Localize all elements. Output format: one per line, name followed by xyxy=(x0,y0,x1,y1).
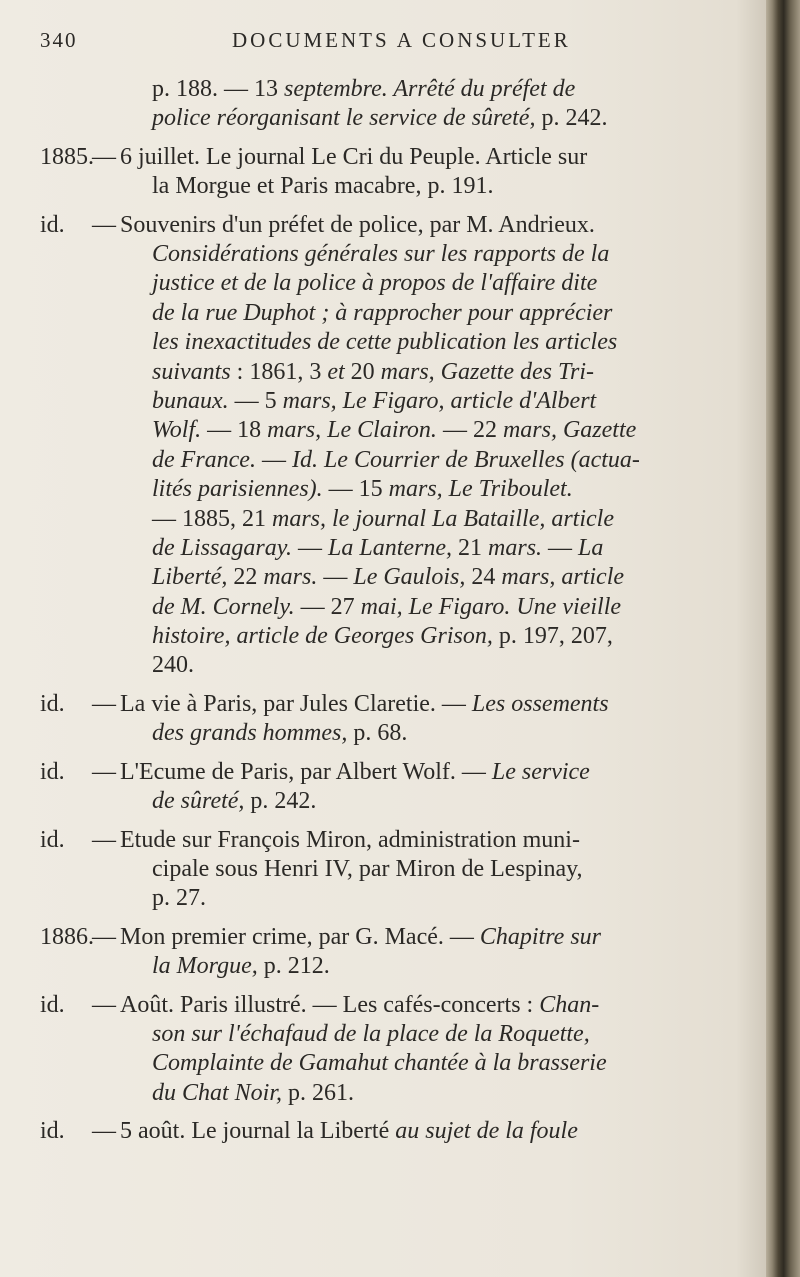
entry-year: id. xyxy=(40,826,65,853)
entry-dash: — xyxy=(92,143,116,170)
italic-text: mai, Le Figaro. Une vieille xyxy=(360,593,622,620)
italic-text: de M. Cornely. xyxy=(152,593,295,620)
italic-text: bunaux. xyxy=(152,387,229,414)
italic-text: justice et de la police à propos de l'affaire dite xyxy=(152,270,598,297)
roman-text: p. 188. — 13 xyxy=(152,76,284,102)
text-line xyxy=(120,358,760,387)
italic-text: suivants xyxy=(152,358,231,385)
italic-text: Les ossements xyxy=(471,691,609,717)
text-line xyxy=(120,593,760,622)
text-line xyxy=(120,952,760,981)
roman-text: — xyxy=(292,534,329,561)
italic-text: de Lissagaray. xyxy=(152,534,293,561)
roman-text: L'Ecume de Paris, par Albert Wolf. — xyxy=(120,758,492,785)
italic-text: de sûreté, xyxy=(152,788,245,815)
roman-text: 240. xyxy=(152,652,194,679)
text-line xyxy=(120,563,760,592)
text-line xyxy=(120,172,760,201)
entry-dash: — xyxy=(92,1118,116,1145)
entry-year: id. xyxy=(40,758,65,785)
entry-dash: — xyxy=(92,211,116,238)
italic-text: Chapitre sur xyxy=(479,923,601,950)
roman-text: p. 68. xyxy=(347,720,408,747)
roman-text: 20 xyxy=(344,358,381,385)
roman-text: : 1861, 3 xyxy=(230,358,328,385)
roman-text: p. 27. xyxy=(152,885,206,912)
italic-text: police réorganisant le service de sûreté, xyxy=(152,105,536,132)
roman-text: 5 août. Le journal la Liberté xyxy=(120,1118,396,1145)
text-line xyxy=(120,884,760,913)
roman-text: p. 197, 207, xyxy=(492,623,613,650)
roman-text: — 27 xyxy=(294,593,361,620)
roman-text: p. 261. xyxy=(282,1079,355,1106)
italic-text: Wolf. xyxy=(152,417,202,444)
roman-text: p. 242. xyxy=(535,105,608,132)
text-line xyxy=(120,299,760,328)
text-line xyxy=(120,651,760,680)
italic-text: Considérations générales sur les rapports de la xyxy=(152,240,610,267)
italic-text: au sujet de la foule xyxy=(395,1118,578,1145)
entry-text xyxy=(120,826,760,914)
roman-text: — xyxy=(255,446,292,473)
entry-dash: — xyxy=(92,826,116,853)
italic-text: les inexactitudes de cette publication les articles xyxy=(152,329,618,356)
italic-text: histoire, article de Georges Grison, xyxy=(152,623,493,650)
text-line xyxy=(120,826,760,855)
running-title: DOCUMENTS A CONSULTER xyxy=(232,28,571,52)
entry-dash: — xyxy=(92,923,116,950)
italic-text: du Chat Noir, xyxy=(152,1079,283,1106)
entry-text xyxy=(120,991,760,1109)
roman-text: — 5 xyxy=(228,387,283,414)
roman-text: 22 xyxy=(227,564,264,591)
roman-text: La vie à Paris, par Jules Claretie. — xyxy=(120,691,472,717)
text-line xyxy=(120,923,760,952)
entry-dash: — xyxy=(92,758,116,785)
italic-text: son sur l'échafaud de la place de la Roquette, xyxy=(152,1020,590,1047)
text-line xyxy=(120,143,760,172)
page-edge xyxy=(766,0,800,1277)
italic-text: Complainte de Gamahut chantée à la brasserie xyxy=(152,1050,607,1077)
roman-text: — 22 xyxy=(436,417,503,444)
entry-text xyxy=(120,143,760,202)
entry-text xyxy=(120,211,760,681)
roman-text: Mon premier crime, par G. Macé. — xyxy=(120,923,480,950)
italic-text: et xyxy=(327,358,345,385)
roman-text: 21 xyxy=(452,534,489,561)
italic-text: mars, Le Figaro, article d'Albert xyxy=(282,387,597,414)
entry-year: 1885. xyxy=(40,143,94,170)
text-line xyxy=(120,446,760,475)
italic-text: mars, Gazette xyxy=(502,417,637,444)
entry-year: id. xyxy=(40,211,65,238)
italic-text: lités parisiennes). xyxy=(152,476,323,503)
entry-text xyxy=(120,923,760,982)
roman-text: Août. Paris illustré. — Les cafés-concerts : xyxy=(120,991,540,1018)
entry-year: id. xyxy=(40,691,65,717)
entry-text xyxy=(120,690,760,749)
roman-text: 24 xyxy=(465,564,502,591)
roman-text: Souvenirs d'un préfet de police, par M. Andrieux. xyxy=(120,211,595,238)
italic-text: mars, Le Clairon. xyxy=(267,417,437,444)
italic-text: de la rue Duphot ; à rapprocher pour apprécier xyxy=(152,299,613,326)
text-line xyxy=(120,240,760,269)
roman-text: 6 juillet. Le journal Le Cri du Peuple. Article sur xyxy=(120,143,588,170)
text-line xyxy=(120,991,760,1020)
entry-year: 1886. xyxy=(40,923,94,950)
entry-dash: — xyxy=(92,691,116,717)
text-line xyxy=(120,211,760,240)
text-line xyxy=(120,1079,760,1108)
entry-dash: — xyxy=(92,991,116,1018)
text-line xyxy=(120,1020,760,1049)
text-line xyxy=(120,328,760,357)
text-line xyxy=(120,690,760,719)
roman-text: Etude sur François Miron, administration muni- xyxy=(120,826,580,853)
italic-text: mars, Le Triboulet. xyxy=(388,476,573,503)
text-line xyxy=(120,758,760,787)
italic-text: Le service xyxy=(491,758,590,785)
roman-text: cipale sous Henri IV, par Miron de Lespinay, xyxy=(152,855,583,882)
text-line xyxy=(120,787,760,816)
roman-text: p. 212. xyxy=(257,953,330,980)
italic-text: mars, article xyxy=(501,564,625,591)
text-line xyxy=(120,719,760,748)
text-line xyxy=(120,505,760,534)
roman-text: p. 242. xyxy=(244,788,317,815)
page-number: 340 xyxy=(40,28,78,52)
italic-text: mars, le journal La Bataille, article xyxy=(272,505,614,532)
text-line xyxy=(120,416,760,445)
entry-year: id. xyxy=(40,991,65,1018)
text-line xyxy=(120,534,760,563)
roman-text: — xyxy=(542,534,579,561)
text-line xyxy=(120,622,760,651)
italic-text: Liberté, xyxy=(152,564,228,591)
italic-text: Le Gaulois, xyxy=(353,564,466,591)
text-line xyxy=(120,1049,760,1078)
italic-text: mars. xyxy=(263,564,318,591)
roman-text: la Morgue et Paris macabre, p. 191. xyxy=(152,173,494,200)
italic-text: Id. Le Courrier de Bruxelles (actua- xyxy=(291,446,640,473)
text-line xyxy=(120,387,760,416)
italic-text: la Morgue, xyxy=(152,953,258,980)
text-line xyxy=(120,1117,760,1146)
entry-text xyxy=(120,75,760,134)
text-line xyxy=(120,269,760,298)
roman-text: — 15 xyxy=(322,476,389,503)
italic-text: La xyxy=(578,534,604,561)
entry-year: id. xyxy=(40,1118,65,1145)
text-line xyxy=(120,855,760,884)
text-line xyxy=(120,75,760,104)
text-line xyxy=(120,475,760,504)
italic-text: Chan- xyxy=(539,991,600,1018)
entry-text xyxy=(120,758,760,817)
italic-text: La Lanterne, xyxy=(328,534,453,561)
italic-text: septembre. Arrêté du préfet de xyxy=(284,76,576,102)
italic-text: des grands hommes, xyxy=(152,720,348,747)
italic-text: mars, Gazette des Tri- xyxy=(380,358,595,385)
italic-text: mars. xyxy=(488,534,543,561)
entry-text xyxy=(120,1117,760,1146)
text-line xyxy=(120,104,760,133)
roman-text: — xyxy=(317,564,354,591)
running-header xyxy=(0,28,760,60)
roman-text: — 1885, 21 xyxy=(152,505,272,532)
roman-text: — 18 xyxy=(201,417,268,444)
italic-text: de France. xyxy=(152,446,256,473)
